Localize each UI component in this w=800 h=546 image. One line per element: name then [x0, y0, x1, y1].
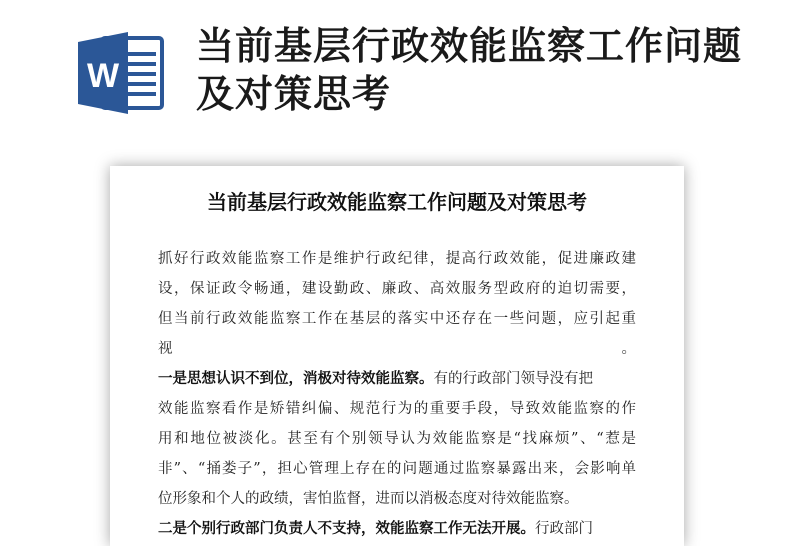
paragraph-2-first-text: 有的行政部门领导没有把 [433, 371, 593, 387]
body-line-4-end: 。 [621, 341, 636, 357]
document-title: 当前基层行政效能监察工作问题及对策思考 [207, 190, 587, 214]
paragraph-3-first-text: 行政部门 [535, 521, 593, 537]
header-banner [0, 0, 800, 150]
paragraph-2-line-2: 效能监察看作是矫错纠偏、规范行为的重要手段，导致效能监察的作 [158, 401, 636, 417]
body-line-2: 设，保证政令畅通，建设勤政、廉政、高效服务型政府的迫切需要， [158, 281, 636, 297]
paragraph-3-first-line [158, 514, 636, 544]
paragraph-2-heading: 一是思想认识不到位，消极对待效能监察。 [158, 370, 434, 387]
page-title: 当前基层行政效能监察工作问题及对策思考 [196, 24, 743, 116]
document-body [158, 244, 636, 544]
paragraph-2-line-3: 用和地位被淡化。甚至有个别领导认为效能监察是“找麻烦”、“惹是 [158, 431, 636, 447]
paragraph-3-heading: 二是个别行政部门负责人不支持，效能监察工作无法开展。 [158, 520, 535, 537]
body-line-1: 抓好行政效能监察工作是维护行政纪律，提高行政效能，促进廉政建 [158, 251, 636, 267]
body-line-3: 但当前行政效能监察工作在基层的落实中还存在一些问题，应引起重 [158, 311, 636, 327]
word-icon-letter: W [86, 57, 120, 95]
body-line-4 [158, 334, 636, 364]
paragraph-2-line-4: 非”、“捅娄子”，担心管理上存在的问题通过监察暴露出来，会影响单 [158, 461, 636, 477]
word-document-icon [76, 32, 166, 114]
paragraph-2-line-5: 位形象和个人的政绩，害怕监督，进而以消极态度对待效能监察。 [158, 491, 579, 507]
body-line-4-start: 视 [158, 341, 173, 357]
document-page [110, 166, 684, 546]
paragraph-2-first-line [158, 364, 636, 394]
